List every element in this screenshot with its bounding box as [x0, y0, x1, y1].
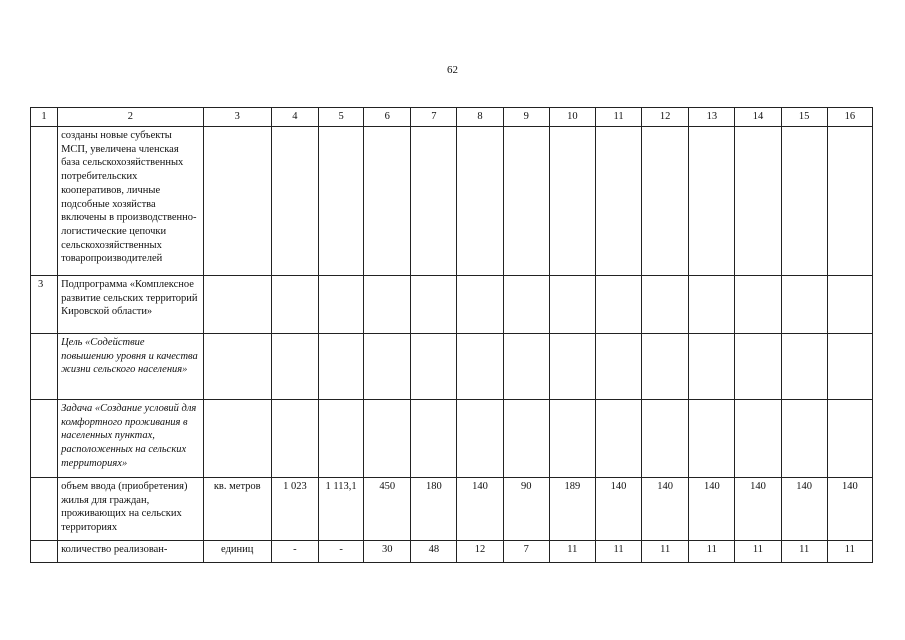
header-cell: 5: [319, 108, 364, 127]
value-cell: [457, 127, 503, 276]
row-number-cell: [31, 400, 58, 478]
value-cell: 11: [595, 541, 641, 563]
value-cell: [689, 400, 735, 478]
header-cell: 13: [689, 108, 735, 127]
value-cell: [781, 334, 827, 400]
header-cell: 2: [58, 108, 204, 127]
value-cell: -: [271, 541, 318, 563]
indicator-name-cell: количество реализован-: [58, 541, 204, 563]
header-cell: 14: [735, 108, 781, 127]
value-cell: [411, 334, 457, 400]
value-cell: [595, 276, 641, 334]
value-cell: [781, 127, 827, 276]
value-cell: 140: [595, 478, 641, 541]
value-cell: [689, 334, 735, 400]
row-number-cell: [31, 478, 58, 541]
value-cell: [827, 127, 872, 276]
value-cell: [364, 127, 411, 276]
value-cell: [411, 400, 457, 478]
value-cell: 140: [457, 478, 503, 541]
value-cell: [549, 334, 595, 400]
header-cell: 8: [457, 108, 503, 127]
indicator-name-cell: Подпрограмма «Комплексное развитие сельских территорий Кировской области»: [58, 276, 204, 334]
value-cell: [549, 400, 595, 478]
value-cell: 140: [689, 478, 735, 541]
value-cell: 11: [689, 541, 735, 563]
indicators-table: [30, 107, 873, 563]
value-cell: [595, 127, 641, 276]
value-cell: 1 113,1: [319, 478, 364, 541]
value-cell: [319, 400, 364, 478]
value-cell: 11: [827, 541, 872, 563]
value-cell: [457, 334, 503, 400]
value-cell: [689, 276, 735, 334]
table-row: [31, 541, 873, 563]
value-cell: 450: [364, 478, 411, 541]
value-cell: [364, 276, 411, 334]
value-cell: [411, 127, 457, 276]
value-cell: 11: [549, 541, 595, 563]
value-cell: 1 023: [271, 478, 318, 541]
value-cell: [689, 127, 735, 276]
value-cell: 11: [781, 541, 827, 563]
row-number-cell: [31, 127, 58, 276]
value-cell: [271, 400, 318, 478]
row-number-cell: [31, 541, 58, 563]
value-cell: 30: [364, 541, 411, 563]
indicator-name-cell: Цель «Содействие повышению уровня и качества жизни сельского населения»: [58, 334, 204, 400]
value-cell: 140: [827, 478, 872, 541]
unit-cell: единиц: [203, 541, 271, 563]
value-cell: [781, 276, 827, 334]
unit-cell: [203, 127, 271, 276]
header-cell: 12: [642, 108, 689, 127]
value-cell: 48: [411, 541, 457, 563]
header-cell: 3: [203, 108, 271, 127]
value-cell: 180: [411, 478, 457, 541]
value-cell: 11: [735, 541, 781, 563]
value-cell: [319, 127, 364, 276]
indicator-name-cell: Задача «Создание условий для комфортного проживания в населенных пунктах, расположенных на сельских территориях»: [58, 400, 204, 478]
unit-cell: [203, 400, 271, 478]
value-cell: 140: [735, 478, 781, 541]
value-cell: [827, 276, 872, 334]
value-cell: [457, 276, 503, 334]
value-cell: [549, 127, 595, 276]
value-cell: 11: [642, 541, 689, 563]
table-row: [31, 400, 873, 478]
value-cell: [735, 400, 781, 478]
header-cell: 4: [271, 108, 318, 127]
value-cell: [457, 400, 503, 478]
page-number: 62: [447, 64, 458, 76]
value-cell: [735, 127, 781, 276]
table-row: [31, 334, 873, 400]
value-cell: [319, 276, 364, 334]
value-cell: [364, 334, 411, 400]
value-cell: 189: [549, 478, 595, 541]
value-cell: [595, 400, 641, 478]
indicator-name-cell: созданы новые субъекты МСП, увеличена членская база сельскохозяйственных потребительских кооперативов, личные подсобные хозяйства включены в производственно-логистические цепочки сельскохозяйственных товаропроизводителей: [58, 127, 204, 276]
header-cell: 6: [364, 108, 411, 127]
value-cell: [364, 400, 411, 478]
value-cell: [781, 400, 827, 478]
value-cell: [503, 334, 549, 400]
value-cell: [595, 334, 641, 400]
value-cell: [642, 400, 689, 478]
value-cell: [549, 276, 595, 334]
header-cell: 10: [549, 108, 595, 127]
value-cell: [642, 127, 689, 276]
table-row: [31, 478, 873, 541]
row-number-cell: [31, 334, 58, 400]
table-row: [31, 127, 873, 276]
value-cell: -: [319, 541, 364, 563]
value-cell: 90: [503, 478, 549, 541]
value-cell: [735, 276, 781, 334]
value-cell: 7: [503, 541, 549, 563]
value-cell: [642, 276, 689, 334]
row-number-cell: 3: [31, 276, 58, 334]
value-cell: [271, 127, 318, 276]
value-cell: [735, 334, 781, 400]
value-cell: 140: [642, 478, 689, 541]
unit-cell: [203, 334, 271, 400]
value-cell: [503, 400, 549, 478]
header-row: [31, 108, 873, 127]
table-row: [31, 276, 873, 334]
value-cell: [827, 334, 872, 400]
header-cell: 15: [781, 108, 827, 127]
value-cell: [503, 127, 549, 276]
header-cell: 1: [31, 108, 58, 127]
header-cell: 9: [503, 108, 549, 127]
value-cell: [319, 334, 364, 400]
value-cell: 12: [457, 541, 503, 563]
value-cell: [503, 276, 549, 334]
header-cell: 11: [595, 108, 641, 127]
value-cell: [827, 400, 872, 478]
header-cell: 16: [827, 108, 872, 127]
indicator-name-cell: объем ввода (приобретения) жилья для граждан, проживающих на сельских территориях: [58, 478, 204, 541]
unit-cell: кв. метров: [203, 478, 271, 541]
value-cell: [411, 276, 457, 334]
value-cell: 140: [781, 478, 827, 541]
header-cell: 7: [411, 108, 457, 127]
value-cell: [271, 276, 318, 334]
value-cell: [642, 334, 689, 400]
unit-cell: [203, 276, 271, 334]
value-cell: [271, 334, 318, 400]
